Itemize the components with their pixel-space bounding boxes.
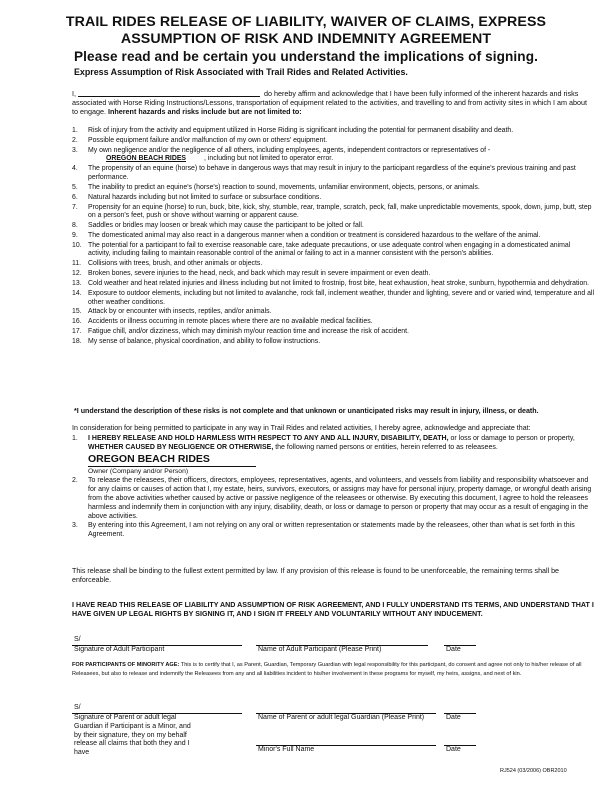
release-text: the following named persons or entities, herein referred to as releasees. xyxy=(273,444,498,451)
document-title-line3: Please read and be certain you understand the implications of signing. xyxy=(74,49,538,64)
item-text: Attack by or encounter with insects, reptiles, and/or animals. xyxy=(88,308,272,316)
item-number: 6. xyxy=(72,193,78,201)
minor-date-label: Date xyxy=(446,746,461,753)
item-number: 10. xyxy=(72,241,82,249)
list-item xyxy=(72,328,594,337)
item-text: Possible equipment failure and/or malfunction of my own or others' equipment. xyxy=(88,136,328,144)
item-number: 18. xyxy=(72,338,82,346)
binding-paragraph: This release shall be binding to the fullest extent permitted by law. If any provision of this release is found to be unenforceable, the remaining terms shall be enforceable. xyxy=(72,567,559,584)
list-item xyxy=(72,165,594,182)
item-text: To release the releasees, their officers, directors, employees, representatives, agents, and volunteers, and vessels from liability and responsibility whatsoever and for any claims or causes of action that I, my estate, heirs, survivors, executors, or assigns may have for personal injury, property damage, or wrongful death arising from the above activities whether caused by active or passive negligence of the releasees or otherwise. By executing this document, I agree to hold the releasees harmless and indemnify them in conjunction with any injury, disability, death, or loss or damage to person or property that may occur as a result of engaging in the above activities. xyxy=(88,477,592,520)
item-number: 7. xyxy=(72,203,78,211)
item-text: Propensity for an equine (horse) to run, buck, bite, kick, shy, stumble, rear, trample, scratch, peck, fall, make unpredictable movements, spook, down, jump, butt, step on a person's feet, push or shove without warning or apparent cause. xyxy=(88,203,592,220)
item-text: Saddles or bridles may loosen or break which may cause the participant to be jolted or fall. xyxy=(88,222,364,230)
item-number: 15. xyxy=(72,308,82,316)
item-text: Accidents or illness occurring in remote places where there are no available medical facilities. xyxy=(88,318,373,326)
item-number: 2. xyxy=(72,136,78,144)
release-bold-text: I HEREBY RELEASE AND HOLD HARMLESS WITH RESPECT TO ANY AND ALL INJURY, DISABILITY, DEATH, xyxy=(88,435,449,442)
release-list xyxy=(72,434,594,539)
intro-paragraph xyxy=(72,89,592,117)
acknowledgement-paragraph: I HAVE READ THIS RELEASE OF LIABILITY AND ASSUMPTION OF RISK AGREEMENT, AND I FULLY UNDERSTAND ITS TERMS, AND UNDERSTAND THAT I HAVE GIVEN UP LEGAL RIGHTS BY SIGNING IT, AND I SIGN IT FREELY AND VOLUNTARILY WITHOUT ANY INDUCEMENT. xyxy=(72,601,594,619)
item-text: My own negligence and/or the negligence of all others, including employees, agents, independent contractors or representatives of - xyxy=(88,146,491,154)
item-number: 1. xyxy=(72,127,78,134)
item-text: My sense of balance, physical coordination, and ability to follow instructions. xyxy=(88,338,321,346)
item-number: 13. xyxy=(72,280,82,288)
guardian-signature-prefix: S/ xyxy=(74,704,81,711)
release-bold-text: WHETHER CAUSED BY NEGLIGENCE OR OTHERWISE, xyxy=(88,444,274,451)
minority-paragraph xyxy=(72,661,594,678)
item-number: 3. xyxy=(72,522,78,529)
guardian-signature-label: Signature of Parent or adult legal Guardian if Participant is a Minor, and by their signature, they on my behalf release all claims that both they and I have xyxy=(74,714,191,757)
list-item xyxy=(72,280,594,289)
item-number: 2. xyxy=(72,477,78,484)
intro-text: do hereby affirm and acknowledge that I have been fully informed of the inherent hazards and risks associated with Horse Riding Instructions/Lessons, transportation of equipment related to the activities, and travelling to and from activity sites in which I am about to engage. xyxy=(72,89,587,117)
item-text: Collisions with trees, brush, and other animals or objects. xyxy=(88,260,263,268)
list-item xyxy=(72,476,594,521)
list-item xyxy=(72,434,594,476)
list-item xyxy=(72,338,594,347)
item-number: 16. xyxy=(72,318,82,326)
minority-text: This is to certify that I, as Parent, Guardian, Temporary Guardian with legal responsibility for this participant, do consent and agree not only to his/her release of all Releasees, but also to release and indemnify the Releasees from any and all liabilities incident to his/her involvement in these programs for myself, my heirs, assigns, and next of kin. xyxy=(72,662,582,677)
item-number: 9. xyxy=(72,231,78,239)
item-text: The potential for a participant to fail to exercise reasonable care, take adequate precautions, or use adequate control when engaging in a domesticated animal activity, including failing to maintain reasonable control of the animal or failing to act in a manner consistent with the person's abilities. xyxy=(88,241,571,258)
intro-prefix: I, xyxy=(72,89,76,98)
risk-disclaimer: *I understand the description of these risks is not complete and that unknown or unanticipated risks may result in injury, illness, or death. xyxy=(74,407,539,415)
item-number: 14. xyxy=(72,289,82,297)
guardian-name-label: Name of Parent or adult legal Guardian (Please Print) xyxy=(258,714,425,721)
minor-name-label: Minor's Full Name xyxy=(258,746,315,753)
company-name: OREGON BEACH RIDES xyxy=(106,155,187,163)
intro-bold: Inherent hazards and risks include but are not limited to: xyxy=(107,107,302,117)
form-number: RJ524 (03/2006) OBR2010 xyxy=(500,768,567,774)
list-item xyxy=(72,222,594,231)
item-text: Broken bones, severe injuries to the head, neck, and back which may result in severe impairment or even death. xyxy=(88,270,431,278)
list-item xyxy=(72,184,594,193)
item-number: 8. xyxy=(72,222,78,230)
item-number: 12. xyxy=(72,270,82,278)
item-text-after: , including but not limited to operator error. xyxy=(204,155,334,163)
list-item xyxy=(72,318,594,327)
list-item xyxy=(72,260,594,269)
list-item xyxy=(72,127,594,136)
minority-bold: FOR PARTICIPANTS OF MINORITY AGE: xyxy=(72,662,180,668)
adult-signature-label: Signature of Adult Participant xyxy=(74,646,165,653)
item-text: Cold weather and heat related injuries and illness including but not limited to frostnip, frost bite, heat exhaustion, heat stroke, sunburn, hypothermia and dehydration. xyxy=(88,280,590,288)
list-item xyxy=(72,147,594,164)
item-number: 1. xyxy=(72,435,78,442)
list-item xyxy=(72,270,594,279)
item-text: Exposure to outdoor elements, including but not limited to avalanche, rock fall, inclement weather, thunder and lighting, severe and or varied wind, temperature and all other weather conditions. xyxy=(88,289,594,306)
item-text: The domesticated animal may also react in a dangerous manner when a condition or treatment is considered hazardous to the welfare of the animal. xyxy=(88,231,541,239)
section-subhead: Express Assumption of Risk Associated with Trail Rides and Related Activities. xyxy=(74,67,408,77)
document-title-line2: ASSUMPTION OF RISK AND INDEMNITY AGREEMENT xyxy=(120,31,492,47)
item-text: The propensity of an equine (horse) to behave in dangerous ways that may result in injury to the participant regardless of the equine's previous training and past performance. xyxy=(88,165,576,181)
item-text: Fatigue chill, and/or dizziness, which may diminish my/our reaction time and increase the risk of accident. xyxy=(88,328,409,336)
list-item xyxy=(72,194,594,203)
list-item xyxy=(72,204,594,221)
item-number: 17. xyxy=(72,328,82,336)
item-number: 11. xyxy=(72,260,82,268)
item-text: Natural hazards including but not limited to surface or subsurface conditions. xyxy=(88,193,322,201)
list-item xyxy=(72,232,594,241)
adult-name-label: Name of Adult Participant (Please Print) xyxy=(258,646,382,653)
risk-list xyxy=(72,127,594,348)
adult-signature-prefix: S/ xyxy=(74,636,81,643)
list-item xyxy=(72,308,594,317)
document-title-line1: TRAIL RIDES RELEASE OF LIABILITY, WAIVER OF CLAIMS, EXPRESS xyxy=(65,14,547,30)
releasee-label: Owner (Company and/or Person) xyxy=(88,468,189,475)
participant-name-blank[interactable] xyxy=(78,89,260,97)
list-item xyxy=(72,521,594,539)
item-text: Risk of injury from the activity and equipment utilized in Horse Riding is significant including the potential for permanent disability and death. xyxy=(88,127,514,134)
item-number: 3. xyxy=(72,146,78,154)
list-item xyxy=(72,290,594,307)
item-number: 5. xyxy=(72,183,78,191)
releasee-company: OREGON BEACH RIDES xyxy=(88,453,210,465)
adult-date-label: Date xyxy=(446,646,461,653)
list-item xyxy=(72,242,594,259)
guardian-date-label: Date xyxy=(446,714,461,721)
item-number: 4. xyxy=(72,165,78,173)
release-text: or loss or damage to person or property, xyxy=(448,435,575,442)
list-item xyxy=(72,137,594,146)
item-text: The inability to predict an equine's (horse's) reaction to sound, movements, unfamiliar environment, objects, persons, or animals. xyxy=(88,183,480,191)
item-text: By entering into this Agreement, I am not relying on any oral or written representation or statements made by the releasees, other than what is set forth in this Agreement. xyxy=(88,522,575,538)
consideration-paragraph: In consideration for being permitted to participate in any way in Trail Rides and related activities, I hereby agree, acknowledge and appreciate that: xyxy=(72,424,531,432)
